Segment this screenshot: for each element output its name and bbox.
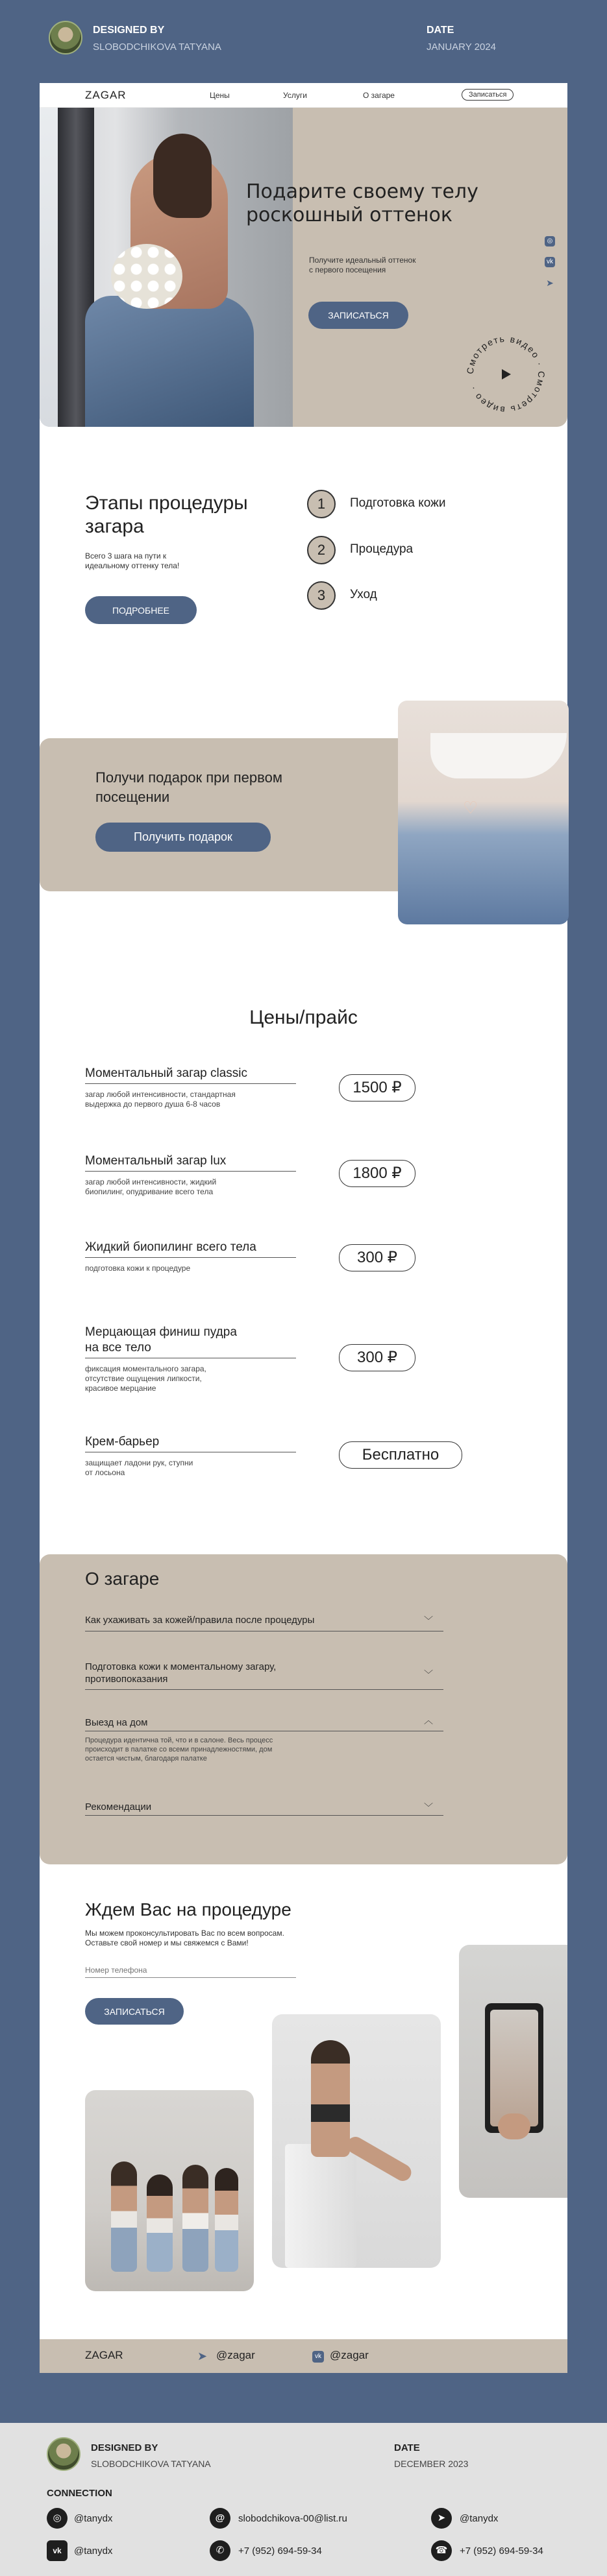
hero-subtitle-2: с первого посещения xyxy=(309,265,386,274)
vk-icon[interactable]: vk xyxy=(312,2351,324,2363)
video-circle-text: Смотреть видео · Смотреть видео · xyxy=(464,333,547,416)
prices-title: Цены/прайс xyxy=(249,1007,358,1028)
whatsapp-icon: ✆ xyxy=(210,2540,230,2561)
stages-desc-1: Всего 3 шага на пути к xyxy=(85,551,167,560)
designed-by-label: DESIGNED BY xyxy=(93,25,165,36)
credits-designed-label: DESIGNED BY xyxy=(91,2442,158,2453)
top-nav xyxy=(40,83,567,108)
chevron-down-icon[interactable]: ﹀ xyxy=(424,1615,433,1626)
stage-label-3: Уход xyxy=(350,588,377,601)
date-label: DATE xyxy=(427,25,454,36)
credits-designer: SLOBODCHIKOVA TATYANA xyxy=(91,2459,211,2469)
nav-link-about[interactable]: О загаре xyxy=(363,91,395,100)
person-3 xyxy=(182,2165,208,2272)
price-desc: от лосьона xyxy=(85,1468,125,1477)
credits-email[interactable]: slobodchikova-00@list.ru xyxy=(238,2513,347,2524)
telegram-icon: ➤ xyxy=(431,2508,452,2529)
stages-title-1: Этапы процедуры xyxy=(85,492,248,514)
stage-number-1: 1 xyxy=(307,490,336,518)
price-value: 300 ₽ xyxy=(339,1344,415,1371)
price-value: Бесплатно xyxy=(339,1441,462,1469)
watch-video-badge[interactable] xyxy=(462,330,550,418)
designer-avatar xyxy=(49,21,82,54)
credits-instagram[interactable]: @tanydx xyxy=(74,2513,113,2524)
hand xyxy=(498,2113,530,2139)
nav-logo[interactable]: ZAGAR xyxy=(85,89,127,101)
price-value: 300 ₽ xyxy=(339,1244,415,1271)
flower-bouquet xyxy=(111,244,182,309)
nav-link-prices[interactable]: Цены xyxy=(210,91,230,100)
booking-signup-button[interactable]: ЗАПИСАТЬСЯ xyxy=(85,1998,184,2025)
connection-label: CONNECTION xyxy=(47,2488,112,2499)
faq-question-3[interactable]: Выезд на дом xyxy=(85,1717,148,1728)
stage-number-2: 2 xyxy=(307,536,336,564)
chevron-down-icon[interactable]: ﹀ xyxy=(424,1669,433,1679)
gift-photo xyxy=(398,701,569,924)
date-value: JANUARY 2024 xyxy=(427,42,497,53)
designer-avatar xyxy=(47,2437,81,2471)
faq-question-1[interactable]: Как ухаживать за кожей/правила после процедуры xyxy=(85,1615,315,1626)
footer-logo[interactable]: ZAGAR xyxy=(85,2349,123,2361)
video-circle-svg xyxy=(462,330,550,418)
price-name: Мерцающая финиш пудра xyxy=(85,1325,237,1339)
email-icon: @ xyxy=(210,2508,230,2529)
person-2 xyxy=(147,2174,173,2272)
price-desc: подготовка кожи к процедуре xyxy=(85,1264,191,1273)
price-desc: биопилинг, опудривание всего тела xyxy=(85,1187,214,1196)
faq-answer-3: Процедура идентична той, что и в салоне. Весь процесс xyxy=(85,1737,273,1744)
heart-icon: ♡ xyxy=(463,798,478,817)
input-underline xyxy=(85,1977,296,1978)
hero-subtitle-1: Получите идеальный оттенок xyxy=(309,256,416,265)
price-name-2: на все тело xyxy=(85,1341,151,1354)
credits-date: DECEMBER 2023 xyxy=(394,2459,469,2469)
stage-label-1: Подготовка кожи xyxy=(350,496,446,510)
booking-title: Ждем Вас на процедуре xyxy=(85,1899,291,1920)
hero-photo xyxy=(40,108,293,427)
faq-answer-3-line-3: остается чистым, благодаря палатке xyxy=(85,1755,207,1763)
faq-section xyxy=(40,1554,567,1864)
price-desc: выдержка до первого душа 6-8 часов xyxy=(85,1100,221,1109)
phone-icon: ☎ xyxy=(431,2540,452,2561)
faq-divider xyxy=(85,1689,443,1690)
gift-title-2: посещении xyxy=(95,789,170,805)
price-desc: защищает ладони рук, ступни xyxy=(85,1458,193,1467)
price-desc: отсутствие ощущения липкости, xyxy=(85,1374,202,1383)
model-hair xyxy=(153,134,212,218)
price-divider xyxy=(85,1171,296,1172)
price-name: Моментальный загар lux xyxy=(85,1154,227,1168)
group-photo xyxy=(85,2090,254,2291)
get-gift-button[interactable]: Получить подарок xyxy=(95,823,271,852)
vk-icon: vk xyxy=(47,2540,68,2561)
booking-desc-2: Оставьте свой номер и мы свяжемся с Вами! xyxy=(85,1938,249,1947)
price-divider xyxy=(85,1257,296,1258)
telegram-icon[interactable]: ➤ xyxy=(546,278,554,288)
telegram-icon[interactable]: ➤ xyxy=(197,2350,208,2363)
faq-question-2[interactable]: Подготовка кожи к моментальному загару, xyxy=(85,1661,277,1672)
booking-desc-1: Мы можем проконсультировать Вас по всем вопросам. xyxy=(85,1929,284,1938)
chevron-down-icon[interactable]: ﹀ xyxy=(424,1802,433,1812)
hero-title: Подарите своему телу роскошный оттенок xyxy=(246,180,478,226)
mirror-selfie-photo xyxy=(459,1945,567,2198)
page-footer xyxy=(40,2339,567,2373)
phone-screen xyxy=(490,2010,538,2126)
credits-telegram[interactable]: @tanydx xyxy=(460,2513,499,2524)
credits-whatsapp[interactable]: +7 (952) 694-59-34 xyxy=(238,2546,322,2557)
landing-page xyxy=(40,83,567,2373)
gift-title-1: Получи подарок при первом xyxy=(95,769,282,786)
credits-date-label: DATE xyxy=(394,2442,420,2453)
person-1 xyxy=(111,2161,137,2272)
faq-question-2-line-2[interactable]: противопоказания xyxy=(85,1674,168,1685)
seated-model xyxy=(311,2040,350,2157)
model-jeans xyxy=(85,296,254,427)
price-divider xyxy=(85,1083,296,1084)
credits-section xyxy=(0,2423,607,2576)
price-value: 1500 ₽ xyxy=(339,1074,415,1101)
price-name: Моментальный загар classic xyxy=(85,1066,248,1080)
stages-desc-2: идеальному оттенку тела! xyxy=(85,561,180,570)
nav-link-services[interactable]: Услуги xyxy=(283,91,307,100)
chevron-up-icon[interactable]: ︿ xyxy=(424,1715,433,1726)
footer-telegram[interactable]: @zagar xyxy=(216,2349,255,2361)
photo-garment xyxy=(430,733,567,778)
white-cube xyxy=(285,2144,356,2268)
footer-vk[interactable]: @zagar xyxy=(330,2349,369,2361)
faq-answer-3-line-2: происходит в палатке со всеми принадлежностями, дом xyxy=(85,1746,273,1753)
stages-title-2: загара xyxy=(85,516,144,537)
credits-vk[interactable]: @tanydx xyxy=(74,2546,113,2557)
price-value: 1800 ₽ xyxy=(339,1160,415,1187)
hero-signup-button[interactable]: ЗАПИСАТЬСЯ xyxy=(308,302,408,329)
stage-number-3: 3 xyxy=(307,581,336,610)
price-name: Жидкий биопилинг всего тела xyxy=(85,1240,256,1254)
price-desc: загар любой интенсивности, жидкий xyxy=(85,1177,217,1186)
instagram-icon[interactable]: ◎ xyxy=(545,236,555,247)
price-desc: красивое мерцание xyxy=(85,1384,156,1393)
faq-divider xyxy=(85,1815,443,1816)
presentation-header xyxy=(0,0,607,78)
person-4 xyxy=(215,2168,238,2272)
hero-section xyxy=(40,108,567,427)
stages-more-button[interactable]: ПОДРОБНЕЕ xyxy=(85,596,197,624)
instagram-icon: ◎ xyxy=(47,2508,68,2529)
nav-signup-button[interactable]: Записаться xyxy=(462,89,514,101)
seated-model-photo xyxy=(272,2014,441,2268)
price-desc: фиксация моментального загара, xyxy=(85,1364,206,1373)
price-desc: загар любой интенсивности, стандартная xyxy=(85,1090,236,1099)
window xyxy=(40,108,59,427)
credits-phone[interactable]: +7 (952) 694-59-34 xyxy=(460,2546,543,2557)
designer-name: SLOBODCHIKOVA TATYANA xyxy=(93,42,221,53)
play-icon xyxy=(502,369,511,379)
stage-label-2: Процедура xyxy=(350,542,414,556)
faq-title: О загаре xyxy=(85,1569,160,1589)
phone-input[interactable] xyxy=(85,1964,296,1976)
vk-icon[interactable]: vk xyxy=(545,257,555,267)
price-name: Крем-барьер xyxy=(85,1435,160,1449)
faq-question-4[interactable]: Рекомендации xyxy=(85,1801,152,1812)
